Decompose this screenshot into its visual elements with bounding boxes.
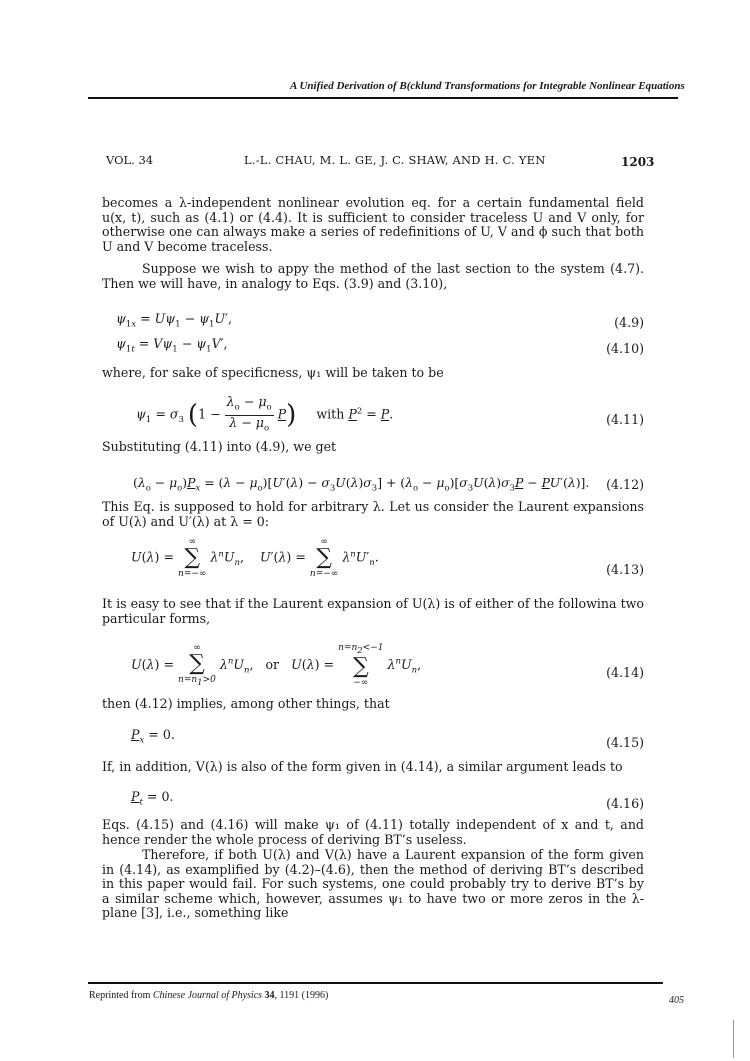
authors: L.-L. CHAU, M. L. GE, J. C. SHAW, AND H. C. YEN xyxy=(244,153,546,167)
reprint-citation xyxy=(89,990,328,1001)
paragraph-5: This Eq. is supposed to hold for arbitrary λ. Let us consider the Laurent expansions of U(λ) and U′(λ) at λ = 0: xyxy=(102,499,644,529)
paragraph-7: then (4.12) implies, among other things, that xyxy=(102,696,390,711)
journal-name: Chinese Journal of Physics xyxy=(152,990,263,1001)
paragraph-2: Suppose we wish to appy the method of the last section to the system (4.7). Then we will have, in analogy to Eqs. (3.9) and (3.10), xyxy=(102,261,644,291)
equation-4-15: $P_x = 0$. xyxy=(131,727,175,746)
equation-label-4-11: (4.11) xyxy=(606,412,644,427)
equation-4-9: $\psi_{1x} = U\psi_1 - \psi_1U'$, xyxy=(116,311,232,330)
paragraph-6: It is easy to see that if the Laurent expansion of U(λ) is of either of the followina two particular forms, xyxy=(102,596,644,626)
book-page-number: 405 xyxy=(669,995,684,1006)
equation-4-11: $\psi_1 = \sigma_3$ (1 − $\frac{\lambda_o - \mu_o}{\lambda - \mu_o}$ P) with $P^2 = P$. xyxy=(136,394,394,434)
equation-4-13: U(λ) = ∞ ∑ n=−∞ $\lambda^nU_n$, U′(λ) = ∞ ∑ n=−∞ $\lambda^nU'_n$. xyxy=(131,537,379,579)
or-label: or xyxy=(265,656,280,672)
paragraph-8: If, in addition, V(λ) is also of the form given in (4.14), a similar argument leads to xyxy=(102,759,623,774)
equation-label-4-16: (4.16) xyxy=(606,796,644,811)
paragraph-1: becomes a λ-independent nonlinear evolution eq. for a certain fundamental field u(x, t), such as (4.1) or (4.4). It is sufficient to consider traceless U and V only, for otherwise one can always make a series of redefinitions of U, V and ϕ such that both U and V become traceless. xyxy=(102,195,644,254)
equation-4-16: $P_t = 0$. xyxy=(131,789,174,808)
with-label: with xyxy=(316,406,345,422)
journal-page-number: 1203 xyxy=(621,155,655,169)
equation-label-4-10: (4.10) xyxy=(606,341,644,356)
running-head: A Unified Derivation of B(cklund Transformations for Integrable Nonlinear Equations xyxy=(290,80,685,92)
citation-rest: , 1191 (1996) xyxy=(274,990,329,1001)
paragraph-4: Substituting (4.11) into (4.9), we get xyxy=(102,439,337,454)
paragraph-3: where, for sake of specificness, ψ₁ will be taken to be xyxy=(102,365,444,380)
paragraph-10: Therefore, if both U(λ) and V(λ) have a Laurent expansion of the form given in (4.14), as examplified by (4.2)–(4.6), then the method of deriving BT’s described in this paper would fail. For such systems, one could probably try to derive BT’s by a similar scheme which, however, assumes ψ₁ to have two or more zeros in the λ-plane [3], i.e., something like xyxy=(102,847,644,921)
equation-4-10: $\psi_{1t} = V\psi_1 - \psi_1V'$, xyxy=(116,336,228,355)
equation-label-4-9: (4.9) xyxy=(614,315,644,330)
equation-4-14: U(λ) = ∞ ∑ $n=n_1>0$ $\lambda^nU_n$, or U(λ) = $n=n_2<-1$ ∑ −∞ $\lambda^nU_n$, xyxy=(131,643,422,688)
equation-4-12: $(\lambda_o - \mu_o)P_x = (\lambda - \mu_o)[U'(\lambda) - \sigma_3U(\lambda)\sigma_3] + (\lambda_o - \mu_o)[\sigma_3U(\lambda)\sigma_3P - PU'(\lambda)]$. xyxy=(133,475,590,494)
equation-label-4-15: (4.15) xyxy=(606,735,644,750)
scan-margin-mark xyxy=(733,1020,734,1058)
equation-label-4-14: (4.14) xyxy=(606,665,644,680)
journal-volume: 34 xyxy=(264,990,275,1001)
equation-label-4-12: (4.12) xyxy=(606,477,644,492)
volume-label: VOL. 34 xyxy=(106,153,154,167)
equation-label-4-13: (4.13) xyxy=(606,562,644,577)
paragraph-9: Eqs. (4.15) and (4.16) will make ψ₁ of (4.11) totally independent of x and t, and hence render the whole process of deriving BT’s useless. xyxy=(102,817,644,847)
header-rule xyxy=(88,97,678,99)
reprint-prefix: Reprinted from xyxy=(89,990,153,1001)
footer-rule xyxy=(88,982,663,984)
